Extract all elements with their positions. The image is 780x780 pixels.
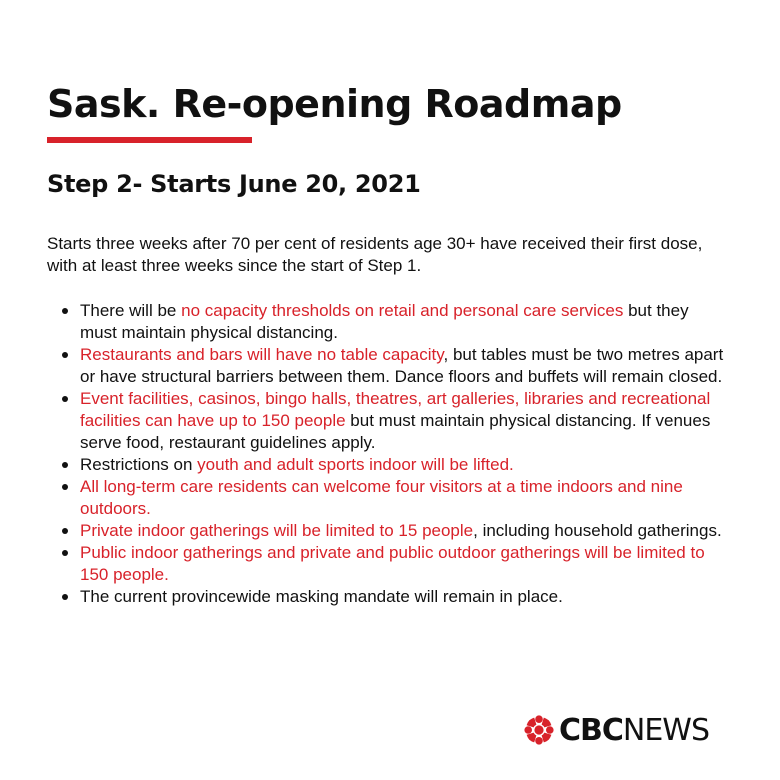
cbc-news-logo xyxy=(523,710,709,750)
list-item xyxy=(47,344,727,388)
bullet-highlight: Private indoor gatherings will be limited to 15 people xyxy=(80,521,474,540)
bullet-text: Restrictions on xyxy=(80,455,198,474)
bullet-text: but they must maintain physical distancing. xyxy=(80,301,689,342)
list-item xyxy=(47,300,727,344)
intro-paragraph: Starts three weeks after 70 per cent of residents age 30+ have received their first dose, with at least three weeks since the start of Step 1. xyxy=(47,234,703,275)
logo-brand-text: CBC xyxy=(559,712,623,748)
measures-list xyxy=(47,300,727,608)
bullet-highlight: no capacity thresholds on retail and personal care services xyxy=(181,301,624,320)
cbc-gem-icon xyxy=(523,714,555,746)
list-item xyxy=(47,520,727,542)
list-item xyxy=(47,388,727,454)
list-item xyxy=(47,454,727,476)
bullet-highlight: Event facilities, casinos, bingo halls, theatres, art galleries, libraries and recreational facilities can have up to 150 people xyxy=(80,389,711,430)
bullet-text: , but tables must be two metres apart or have structural barriers between them. Dance floors and buffets will remain closed. xyxy=(80,345,724,386)
page-title: Sask. Re-opening Roadmap xyxy=(47,82,622,126)
bullet-highlight: youth and adult sports indoor will be lifted. xyxy=(197,455,514,474)
title-underline xyxy=(47,137,252,143)
bullet-text: The current provincewide masking mandate will remain in place. xyxy=(80,587,563,606)
step-subtitle: Step 2- Starts June 20, 2021 xyxy=(47,170,421,198)
list-item xyxy=(47,542,727,586)
bullet-text: but must maintain physical distancing. If venues serve food, restaurant guidelines apply. xyxy=(80,411,711,452)
bullet-text: There will be xyxy=(80,301,182,320)
bullet-text: , including household gatherings. xyxy=(473,521,722,540)
bullet-highlight: All long-term care residents can welcome four visitors at a time indoors and nine outdoors. xyxy=(80,477,683,518)
bullet-highlight: Restaurants and bars will have no table capacity xyxy=(80,345,444,364)
bullet-highlight: Public indoor gatherings and private and public outdoor gatherings will be limited to 150 people. xyxy=(80,543,705,584)
list-item xyxy=(47,586,727,608)
logo-news-text: NEWS xyxy=(622,712,710,748)
list-item xyxy=(47,476,727,520)
